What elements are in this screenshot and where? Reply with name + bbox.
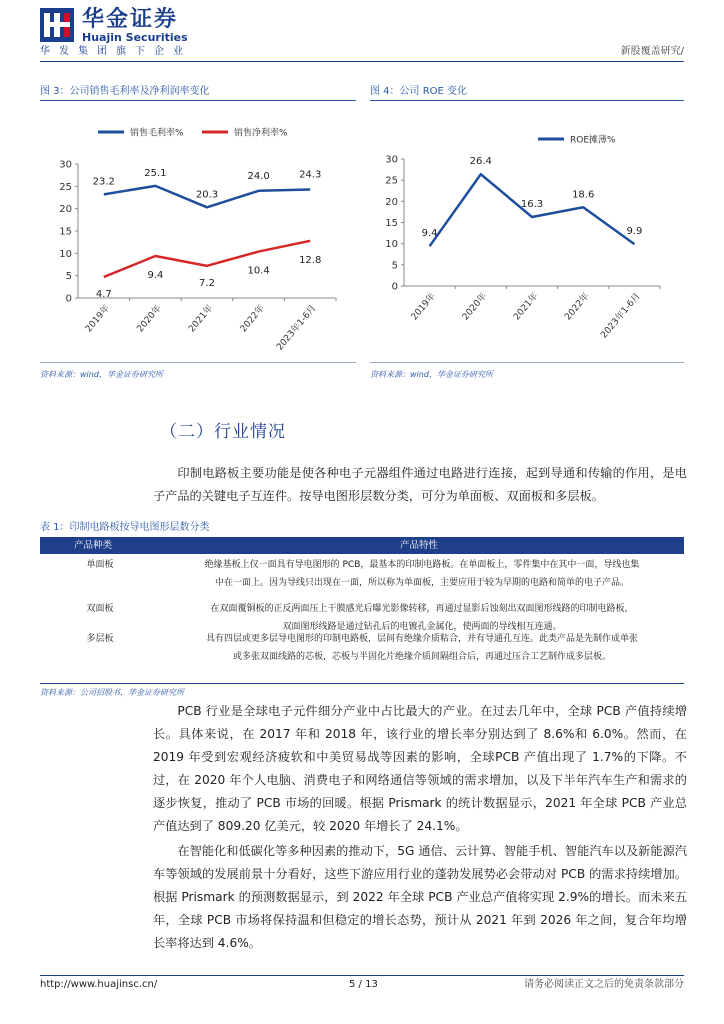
y-tick-label: 10 <box>59 248 72 260</box>
table-source: 资料来源：公司招股书，华金证券研究所 <box>40 688 184 697</box>
table-cell-line: 或多张双面线路的芯板，芯板与半固化片绝缘介质间隔组合后，再通过压合工艺制作成多层板。 <box>232 652 611 662</box>
x-tick-label: 2021年 <box>512 291 541 323</box>
legend-label: 销售净利率% <box>234 128 288 139</box>
data-label: 7.2 <box>199 277 215 289</box>
x-tick-label: 2021年 <box>187 303 216 335</box>
legend-label: 销售毛利率% <box>130 128 184 139</box>
data-label: 24.0 <box>247 170 270 182</box>
x-tick-label: 2020年 <box>135 303 164 335</box>
table-header-type: 产品种类 <box>74 540 113 551</box>
figure4-title: 图 4：公司 ROE 变化 <box>370 86 468 97</box>
data-label: 10.4 <box>247 265 270 277</box>
huajin-logo-icon <box>40 8 74 42</box>
table-cell-desc <box>160 556 684 592</box>
logo-english: Huajin Securities <box>82 31 188 44</box>
y-tick-label: 20 <box>59 204 72 216</box>
body-paragraph-1 <box>153 700 687 838</box>
margin-chart <box>40 104 356 360</box>
x-tick-label: 2019年 <box>409 291 438 323</box>
footer-divider <box>40 975 684 976</box>
table-cell-type: 单面板 <box>86 560 114 570</box>
figure3-title-rule <box>40 100 356 101</box>
figure4-source: 资料来源：wind，华金证券研究所 <box>370 370 493 379</box>
table-bottom-rule <box>40 683 684 684</box>
data-label: 18.6 <box>572 189 595 201</box>
figure4-title-rule <box>370 100 684 101</box>
y-tick-label: 15 <box>385 218 398 229</box>
table-cell-line: 中在一面上。因为导线只出现在一面，所以称为单面板，主要应用于较为早期的电路和简单的电子产品。 <box>214 578 629 588</box>
x-tick-label: 2020年 <box>460 291 490 323</box>
table-cell-type: 多层板 <box>86 634 114 644</box>
legend-label: ROE摊薄% <box>570 135 616 146</box>
body-paragraph-2 <box>153 840 687 955</box>
intro-paragraph: 印制电路板主要功能是使各种电子元器组件通过电路进行连接，起到导通和传输的作用，是电子产品的关键电子互连件。按导电图形层数分类，可分为单面板、双面板和多层板。 <box>153 466 687 503</box>
header-divider <box>40 61 684 62</box>
section-intro <box>153 462 687 508</box>
figure3-source: 资料来源：wind，华金证券研究所 <box>40 370 163 379</box>
x-tick-label: 2023年1-6月 <box>275 303 319 353</box>
y-tick-label: 5 <box>391 260 398 272</box>
series-line <box>430 174 635 246</box>
data-label: 26.4 <box>469 156 492 168</box>
figure4-bottom-rule <box>370 362 684 363</box>
data-label: 25.1 <box>144 167 167 179</box>
data-label: 12.8 <box>299 254 322 266</box>
figure3-title: 图 3：公司销售毛利率及净利润率变化 <box>40 86 210 97</box>
data-label: 9.4 <box>147 270 164 282</box>
y-tick-label: 25 <box>385 175 398 187</box>
y-tick-label: 30 <box>59 159 72 171</box>
x-tick-label: 2019年 <box>83 303 113 335</box>
table-cell-line: 绝缘基板上仅一面具有导电图形的 PCB，最基本的印制电路板。在单面板上，零件集中在其中一面，导线也集 <box>204 560 640 570</box>
logo-chinese: 华金证券 <box>82 7 179 32</box>
series-line <box>104 241 310 277</box>
y-tick-label: 0 <box>65 293 72 305</box>
footer-url[interactable]: http://www.huajinsc.cn/ <box>40 979 158 990</box>
data-label: 9.9 <box>626 226 643 238</box>
y-tick-label: 0 <box>391 281 398 293</box>
table-header <box>40 537 684 554</box>
table-cell-line: 双面图形线路是通过钻孔后的电镀孔金属化，使两面的导线相互连通。 <box>282 622 562 632</box>
y-tick-label: 30 <box>385 154 398 166</box>
data-label: 16.3 <box>520 198 544 210</box>
page-number: 5 / 13 <box>349 979 378 990</box>
roe-chart <box>370 104 684 360</box>
header-slogan: 华发集团旗下企业 <box>40 46 192 57</box>
data-label: 20.3 <box>195 189 219 201</box>
data-label: 9.4 <box>421 228 438 240</box>
data-label: 24.3 <box>299 169 322 181</box>
data-label: 4.7 <box>95 289 112 301</box>
report-type: 新股覆盖研究/ <box>620 46 684 57</box>
paragraph-text: 在智能化和低碳化等多种因素的推动下，5G 通信、云计算、智能手机、智能汽车以及新能源汽车等领域的发展前景十分看好，这些下游应用行业的蓬勃发展势必会带动对 PCB 的需求持续增加。根据 Prismark 的预测数据显示，到 2022 年全球 PCB 产业总产值将实现 2.9%的增长。而未来五年，全球 PCB 市场将保持温和但稳定的增长态势，预计从 2021 年到 2026 年之间，复合年均增长率将达到 4.6%。 <box>153 844 687 950</box>
x-tick-label: 2022年 <box>238 303 267 335</box>
paragraph-text: PCB 行业是全球电子元件细分产业中占比最大的产业。在过去几年中，全球 PCB 产值持续增长。具体来说，在 2017 年和 2018 年，该行业的增长率分别达到了 8.6%和 6.0%。然而，在 2019 年受到宏观经济疲软和中美贸易战等因素的影响，全球PCB 产值出现了 1.7%的下降。不过，在 2020 年个人电脑、消费电子和网络通信等领域的需求增加，以及下半年汽车生产和需求的逐步恢复，推动了 PCB 市场的回暖。根据 Prismark 的统计数据显示，2021 年全球 PCB 产业总产值达到了 809.20 亿美元，较 2020 年增长了 24.1%。 <box>153 704 687 833</box>
table-cell-desc <box>160 630 684 666</box>
x-tick-label: 2023年1-6月 <box>599 291 643 341</box>
y-tick-label: 5 <box>65 271 72 283</box>
data-label: 23.2 <box>92 176 115 188</box>
table-header-desc: 产品特性 <box>400 540 439 551</box>
table-cell-line: 在双面覆铜板的正反两面压上干膜感光后曝光影像转移，再通过显影后蚀刻出双面图形线路的印制电路板， <box>210 604 634 614</box>
section-heading: （二）行业情况 <box>160 422 286 442</box>
x-tick-label: 2022年 <box>563 291 592 323</box>
y-tick-label: 20 <box>385 196 398 208</box>
figure3-bottom-rule <box>40 362 356 363</box>
table-cell-line: 具有四层或更多层导电图形的印制电路板，层间有绝缘介质粘合，并有导通孔互连。此类产品是先制作成单张 <box>205 634 638 644</box>
y-tick-label: 15 <box>59 226 72 238</box>
y-tick-label: 25 <box>59 181 72 193</box>
table-title: 表 1：印制电路板按导电图形层数分类 <box>40 522 210 533</box>
footer-disclaimer: 请务必阅读正文之后的免责条款部分 <box>524 979 684 990</box>
y-tick-label: 10 <box>385 239 398 251</box>
table-cell-type: 双面板 <box>86 604 114 614</box>
